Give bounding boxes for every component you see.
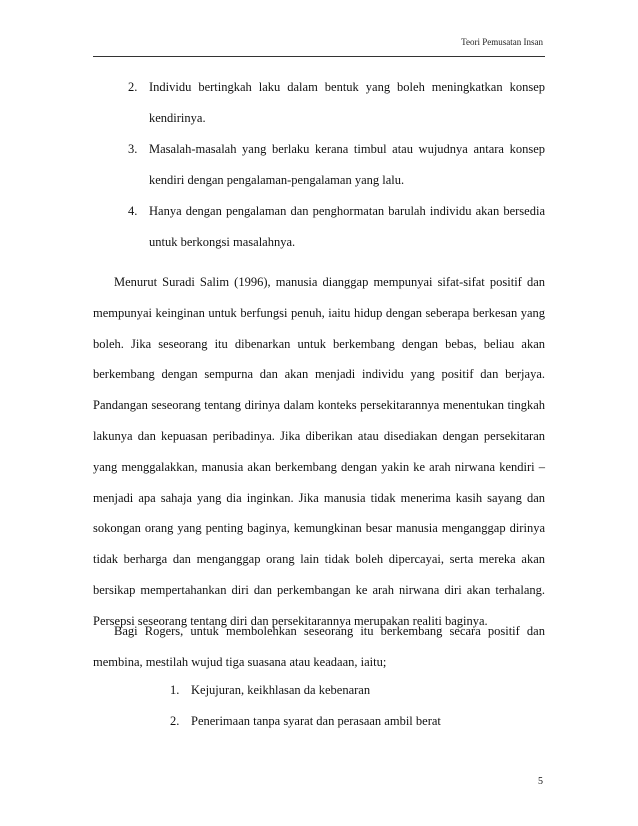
running-header: Teori Pemusatan Insan bbox=[461, 37, 543, 47]
numbered-list-bottom bbox=[170, 675, 441, 737]
list-item-number: 2. bbox=[128, 80, 138, 94]
list-item-number: 1. bbox=[170, 683, 180, 697]
body-paragraph-suradi-salim: Menurut Suradi Salim (1996), manusia dianggap mempunyai sifat-sifat positif dan mempunyai keinginan untuk berfungsi penuh, iaitu hidup dengan seberapa berkesan yang boleh. Jika seseorang itu dibenarkan untuk berkembang dengan bebas, beliau akan berkembang dengan sempurna dan akan menjadi individu yang positif dan berjaya. Pandangan seseorang tentang dirinya dalam konteks persekitarannya menentukan tingkah lakunya dan kepuasan peribadinya. Jika diberikan atau disediakan dengan persekitaran yang menggalakkan, manusia akan berkembang dengan yakin ke arah nirwana kendiri – menjadi apa sahaja yang dia inginkan. Jika manusia tidak menerima kasih sayang dan sokongan orang yang penting baginya, kemungkinan besar manusia menganggap dirinya tidak berharga dan menganggap orang lain tidak boleh dipercayai, serta mereka akan bersikap mempertahankan diri dan perkembangan ke arah nirwana diri akan terhalang. Persepsi seseorang tentang diri dan persekitarannya merupakan realiti baginya. bbox=[93, 275, 545, 628]
list-item bbox=[128, 196, 545, 258]
list-item bbox=[128, 134, 545, 196]
list-item-text: Kejujuran, keikhlasan da kebenaran bbox=[191, 683, 371, 697]
list-item bbox=[170, 706, 441, 737]
page-number: 5 bbox=[538, 776, 543, 787]
list-item-number: 2. bbox=[170, 714, 180, 728]
list-item-text: Masalah-masalah yang berlaku kerana timbul atau wujudnya antara konsep kendiri dengan pengalaman-pengalaman yang lalu. bbox=[149, 142, 545, 187]
numbered-list-top bbox=[128, 72, 545, 258]
list-item bbox=[128, 72, 545, 134]
list-item-number: 3. bbox=[128, 142, 138, 156]
list-item-number: 4. bbox=[128, 204, 138, 218]
list-item bbox=[170, 675, 441, 706]
list-item-text: Penerimaan tanpa syarat dan perasaan ambil berat bbox=[191, 714, 441, 728]
body-paragraph-rogers: Bagi Rogers, untuk membolehkan seseorang itu berkembang secara positif dan membina, mestilah wujud tiga suasana atau keadaan, iaitu; bbox=[93, 624, 545, 669]
list-item-text: Individu bertingkah laku dalam bentuk yang boleh meningkatkan konsep kendirinya. bbox=[149, 80, 545, 125]
header-divider bbox=[93, 56, 545, 57]
list-item-text: Hanya dengan pengalaman dan penghormatan barulah individu akan bersedia untuk berkongsi masalahnya. bbox=[149, 204, 545, 249]
